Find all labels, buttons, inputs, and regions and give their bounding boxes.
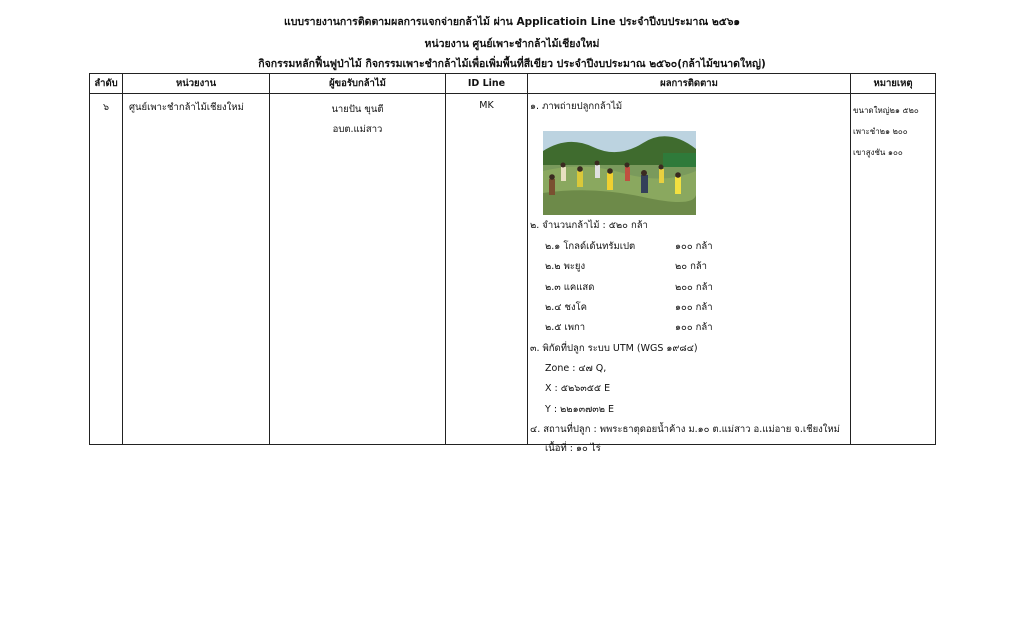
item-qty: ๑๐๐ กล้า <box>675 302 713 313</box>
cell-no: ๖ <box>90 94 123 445</box>
planting-photo-image <box>543 131 696 215</box>
report-activity: กิจกรรมหลักฟื้นฟูป่าไม้ กิจกรรมเพาะชำกล้าไม้เพื่อเพิ่มพื้นที่สีเขียว ประจำปีงบประมาณ ๒๕๖๐(กล้าไม้ขนาดใหญ่) <box>258 58 766 70</box>
item-name: ๒.๕ เพกา <box>545 322 586 333</box>
report-table <box>89 73 936 454</box>
table-header-row <box>90 74 936 94</box>
header-recipient: ผู้ขอรับกล้าไม้ <box>270 74 446 94</box>
cell-result <box>528 94 851 454</box>
report-title: แบบรายงานการติดตามผลการแจกจ่ายกล้าไม้ ผ่าน Applicatioin Line ประจำปีงบประมาณ ๒๕๖๑ <box>283 16 741 28</box>
note-line: ขนาดใหญ่๒๑ ๕๒๐ <box>853 106 919 115</box>
header-note: หมายเหตุ <box>851 74 936 94</box>
report-unit: หน่วยงาน ศูนย์เพาะชำกล้าไม้เชียงใหม่ <box>424 38 600 50</box>
coord-x: X : ๕๒๖๓๕๕ E <box>545 383 611 394</box>
cell-recipient <box>270 94 446 445</box>
planting-place: ๔. สถานที่ปลูก : พพระธาตุดอยน้ำค้าง ม.๑๐ ต.แม่สาว อ.แม่อาย จ.เชียงใหม่ <box>530 424 840 435</box>
recipient-org: อบต.แม่สาว <box>332 124 383 135</box>
item-qty: ๑๐๐ กล้า <box>675 241 713 252</box>
note-line: เพาะชำ๒๑ ๒๐๐ <box>853 127 908 136</box>
planting-photo <box>543 131 696 215</box>
note-line: เขาสูงชัน ๑๐๐ <box>853 148 903 157</box>
cell-note <box>851 94 936 445</box>
coord-y: Y : ๒๒๑๓๗๓๒ E <box>545 404 615 415</box>
item-name: ๒.๓ แคแสด <box>545 282 595 293</box>
header-no: ลำดับ <box>90 74 123 94</box>
recipient-name: นายปัน ขุนตี <box>331 104 384 115</box>
item-name: ๒.๒ พะยูง <box>545 261 586 272</box>
header-unit: หน่วยงาน <box>123 74 270 94</box>
cell-unit: ศูนย์เพาะชำกล้าไม้เชียงใหม่ <box>123 94 270 445</box>
cell-id-line: MK <box>446 94 528 445</box>
header-id-line: ID Line <box>446 74 528 94</box>
item-qty: ๑๐๐ กล้า <box>675 322 713 333</box>
table-row <box>90 94 936 445</box>
item-name: ๒.๔ ชงโค <box>545 302 588 313</box>
item-qty: ๒๐ กล้า <box>675 261 707 272</box>
photo-title: ๑. ภาพถ่ายปลูกกล้าไม้ <box>530 101 623 112</box>
item-qty: ๒๐๐ กล้า <box>675 282 713 293</box>
count-title: ๒. จำนวนกล้าไม้ : ๕๒๐ กล้า <box>530 220 648 231</box>
coord-title: ๓. พิกัดที่ปลูก ระบบ UTM (WGS ๑๙๘๔) <box>530 343 698 354</box>
planting-area: เนื้อที่ : ๑๐ ไร่ <box>545 443 601 454</box>
item-name: ๒.๑ โกลด์เด้นทรัมเปต <box>545 241 636 252</box>
coord-zone: Zone : ๔๗ Q, <box>545 363 607 374</box>
header-result: ผลการติดตาม <box>528 74 851 94</box>
